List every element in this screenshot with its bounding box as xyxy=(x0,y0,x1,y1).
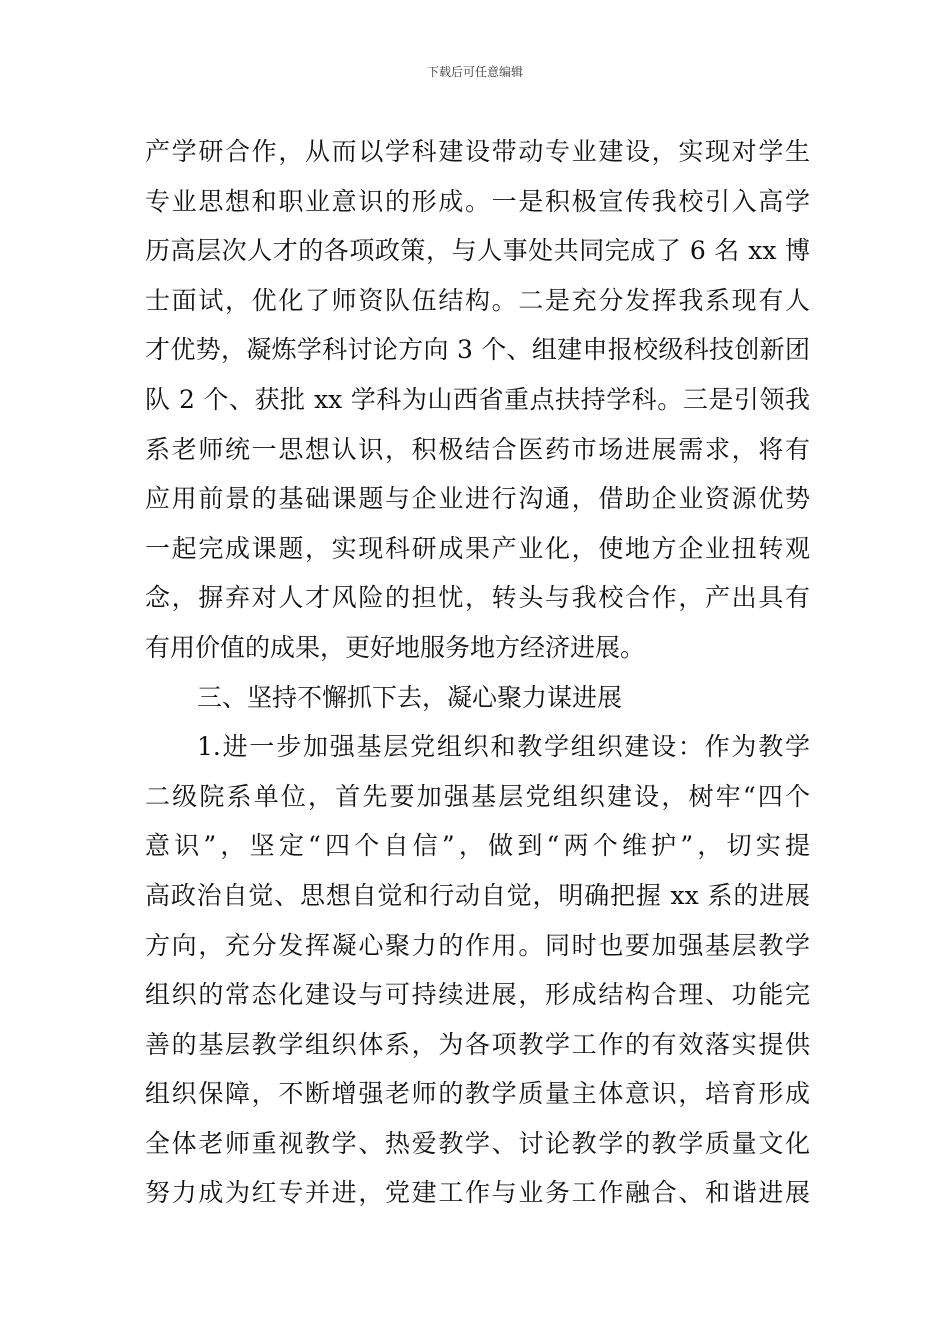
text-line: 系老师统一思想认识，积极结合医药市场进展需求，将有 xyxy=(145,434,810,464)
text-line: 全体老师重视教学、热爱教学、讨论教学的教学质量文化 xyxy=(145,1128,810,1158)
text-line: 应用前景的基础课题与企业进行沟通，借助企业资源优势 xyxy=(145,484,810,514)
text-line: 二级院系单位，首先要加强基层党组织建设，树牢“四个 xyxy=(145,781,810,811)
text-line: 意识”，坚定“四个自信”，做到“两个维护”，切实提 xyxy=(145,831,810,861)
text-line: 队 2 个、获批 xx 学科为山西省重点扶持学科。三是引领我 xyxy=(145,384,810,414)
page-header: 下载后可任意编辑 xyxy=(426,65,523,79)
text-line: 高政治自觉、思想自觉和行动自觉，明确把握 xx 系的进展 xyxy=(145,880,810,910)
text-line: 专业思想和职业意识的形成。一是积极宣传我校引入高学 xyxy=(145,186,810,216)
section-heading: 三、坚持不懈抓下去，凝心聚力谋进展 xyxy=(197,682,623,712)
text-line: 才优势，凝炼学科讨论方向 3 个、组建申报校级科技创新团 xyxy=(145,335,810,365)
text-line: 1.进一步加强基层党组织和教学组织建设：作为教学 xyxy=(197,732,810,762)
text-line: 努力成为红专并进，党建工作与业务工作融合、和谐进展 xyxy=(145,1178,810,1208)
text-line: 组织保障，不断增强老师的教学质量主体意识，培育形成 xyxy=(145,1079,810,1109)
text-line: 有用价值的成果，更好地服务地方经济进展。 xyxy=(145,632,646,662)
text-line: 士面试，优化了师资队伍结构。二是充分发挥我系现有人 xyxy=(145,285,810,315)
document-body xyxy=(145,127,810,1218)
text-line: 产学研合作，从而以学科建设带动专业建设，实现对学生 xyxy=(145,137,810,166)
text-line: 善的基层教学组织体系，为各项教学工作的有效落实提供 xyxy=(145,1029,810,1059)
text-line: 组织的常态化建设与可持续进展，形成结构合理、功能完 xyxy=(145,980,810,1010)
text-line: 历高层次人才的各项政策，与人事处共同完成了 6 名 xx 博 xyxy=(145,236,810,266)
text-line: 一起完成课题，实现科研成果产业化，使地方企业扭转观 xyxy=(145,533,810,563)
text-line: 念，摒弃对人才风险的担忧，转头与我校合作，产出具有 xyxy=(145,583,810,613)
text-line: 方向，充分发挥凝心聚力的作用。同时也要加强基层教学 xyxy=(145,930,810,960)
